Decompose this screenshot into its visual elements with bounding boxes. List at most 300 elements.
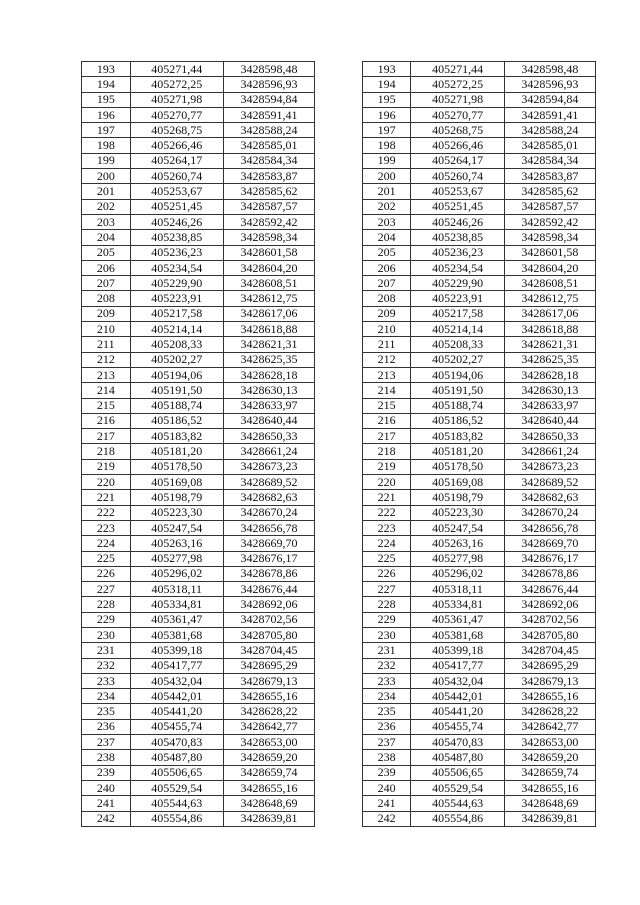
- right-point-number-cell: 212: [362, 352, 411, 367]
- left-x-coordinate-cell: 405296,02: [130, 566, 223, 581]
- column-gap-cell: [315, 291, 363, 306]
- right-point-number-cell: 208: [362, 291, 411, 306]
- right-y-coordinate-cell: 3428659,74: [504, 765, 595, 780]
- right-y-coordinate-cell: 3428588,24: [504, 123, 595, 138]
- table-row: [82, 612, 596, 627]
- left-x-coordinate-cell: 405266,46: [130, 138, 223, 153]
- left-point-number-cell: 221: [82, 490, 131, 505]
- left-x-coordinate-cell: 405188,74: [130, 398, 223, 413]
- left-x-coordinate-cell: 405334,81: [130, 597, 223, 612]
- left-y-coordinate-cell: 3428678,86: [223, 566, 314, 581]
- right-x-coordinate-cell: 405263,16: [411, 536, 504, 551]
- right-y-coordinate-cell: 3428585,62: [504, 184, 595, 199]
- left-x-coordinate-cell: 405260,74: [130, 169, 223, 184]
- left-point-number-cell: 219: [82, 459, 131, 474]
- left-point-number-cell: 205: [82, 245, 131, 260]
- table-row: [82, 689, 596, 704]
- left-x-coordinate-cell: 405194,06: [130, 367, 223, 382]
- right-point-number-cell: 206: [362, 260, 411, 275]
- right-x-coordinate-cell: 405223,30: [411, 505, 504, 520]
- right-y-coordinate-cell: 3428704,45: [504, 643, 595, 658]
- right-y-coordinate-cell: 3428692,06: [504, 597, 595, 612]
- left-x-coordinate-cell: 405234,54: [130, 260, 223, 275]
- left-x-coordinate-cell: 405271,98: [130, 92, 223, 107]
- column-gap-cell: [315, 719, 363, 734]
- column-gap-cell: [315, 689, 363, 704]
- right-point-number-cell: 230: [362, 627, 411, 642]
- right-y-coordinate-cell: 3428630,13: [504, 383, 595, 398]
- left-y-coordinate-cell: 3428628,18: [223, 367, 314, 382]
- right-x-coordinate-cell: 405271,98: [411, 92, 504, 107]
- left-x-coordinate-cell: 405251,45: [130, 199, 223, 214]
- coordinates-table: [81, 61, 596, 827]
- right-point-number-cell: 211: [362, 337, 411, 352]
- column-gap-cell: [315, 658, 363, 673]
- column-gap-cell: [315, 811, 363, 826]
- right-x-coordinate-cell: 405246,26: [411, 214, 504, 229]
- right-point-number-cell: 205: [362, 245, 411, 260]
- left-point-number-cell: 198: [82, 138, 131, 153]
- table-row: [82, 337, 596, 352]
- right-x-coordinate-cell: 405441,20: [411, 704, 504, 719]
- left-y-coordinate-cell: 3428705,80: [223, 627, 314, 642]
- left-y-coordinate-cell: 3428695,29: [223, 658, 314, 673]
- right-x-coordinate-cell: 405253,67: [411, 184, 504, 199]
- right-x-coordinate-cell: 405296,02: [411, 566, 504, 581]
- left-point-number-cell: 218: [82, 444, 131, 459]
- right-x-coordinate-cell: 405194,06: [411, 367, 504, 382]
- left-y-coordinate-cell: 3428612,75: [223, 291, 314, 306]
- column-gap-cell: [315, 765, 363, 780]
- left-point-number-cell: 208: [82, 291, 131, 306]
- table-row: [82, 704, 596, 719]
- right-y-coordinate-cell: 3428598,48: [504, 62, 595, 77]
- right-point-number-cell: 218: [362, 444, 411, 459]
- column-gap-cell: [315, 536, 363, 551]
- column-gap-cell: [315, 780, 363, 795]
- right-x-coordinate-cell: 405238,85: [411, 230, 504, 245]
- left-y-coordinate-cell: 3428692,06: [223, 597, 314, 612]
- left-point-number-cell: 209: [82, 306, 131, 321]
- right-y-coordinate-cell: 3428655,16: [504, 780, 595, 795]
- left-y-coordinate-cell: 3428679,13: [223, 673, 314, 688]
- right-y-coordinate-cell: 3428596,93: [504, 77, 595, 92]
- left-point-number-cell: 234: [82, 689, 131, 704]
- right-point-number-cell: 217: [362, 429, 411, 444]
- left-point-number-cell: 212: [82, 352, 131, 367]
- right-y-coordinate-cell: 3428584,34: [504, 153, 595, 168]
- column-gap-cell: [315, 627, 363, 642]
- left-point-number-cell: 217: [82, 429, 131, 444]
- table-row: [82, 582, 596, 597]
- table-row: [82, 719, 596, 734]
- column-gap-cell: [315, 260, 363, 275]
- left-point-number-cell: 241: [82, 796, 131, 811]
- right-point-number-cell: 226: [362, 566, 411, 581]
- table-row: [82, 291, 596, 306]
- left-y-coordinate-cell: 3428676,17: [223, 551, 314, 566]
- left-point-number-cell: 231: [82, 643, 131, 658]
- right-point-number-cell: 198: [362, 138, 411, 153]
- right-y-coordinate-cell: 3428656,78: [504, 520, 595, 535]
- right-x-coordinate-cell: 405202,27: [411, 352, 504, 367]
- left-x-coordinate-cell: 405191,50: [130, 383, 223, 398]
- left-y-coordinate-cell: 3428583,87: [223, 169, 314, 184]
- left-point-number-cell: 233: [82, 673, 131, 688]
- left-y-coordinate-cell: 3428596,93: [223, 77, 314, 92]
- table-row: [82, 811, 596, 826]
- column-gap-cell: [315, 352, 363, 367]
- right-point-number-cell: 240: [362, 780, 411, 795]
- right-y-coordinate-cell: 3428676,44: [504, 582, 595, 597]
- table-row: [82, 780, 596, 795]
- right-y-coordinate-cell: 3428676,17: [504, 551, 595, 566]
- table-row: [82, 306, 596, 321]
- left-y-coordinate-cell: 3428585,62: [223, 184, 314, 199]
- left-y-coordinate-cell: 3428659,74: [223, 765, 314, 780]
- left-x-coordinate-cell: 405263,16: [130, 536, 223, 551]
- left-x-coordinate-cell: 405506,65: [130, 765, 223, 780]
- left-y-coordinate-cell: 3428639,81: [223, 811, 314, 826]
- left-point-number-cell: 196: [82, 107, 131, 122]
- column-gap-cell: [315, 306, 363, 321]
- right-x-coordinate-cell: 405544,63: [411, 796, 504, 811]
- right-x-coordinate-cell: 405318,11: [411, 582, 504, 597]
- column-gap-cell: [315, 643, 363, 658]
- table-row: [82, 735, 596, 750]
- left-point-number-cell: 227: [82, 582, 131, 597]
- left-point-number-cell: 199: [82, 153, 131, 168]
- left-point-number-cell: 229: [82, 612, 131, 627]
- table-row: [82, 138, 596, 153]
- right-y-coordinate-cell: 3428659,20: [504, 750, 595, 765]
- left-point-number-cell: 225: [82, 551, 131, 566]
- left-point-number-cell: 202: [82, 199, 131, 214]
- left-x-coordinate-cell: 405178,50: [130, 459, 223, 474]
- table-row: [82, 123, 596, 138]
- right-point-number-cell: 242: [362, 811, 411, 826]
- left-x-coordinate-cell: 405432,04: [130, 673, 223, 688]
- right-x-coordinate-cell: 405191,50: [411, 383, 504, 398]
- right-point-number-cell: 224: [362, 536, 411, 551]
- right-point-number-cell: 196: [362, 107, 411, 122]
- right-point-number-cell: 231: [362, 643, 411, 658]
- left-y-coordinate-cell: 3428689,52: [223, 475, 314, 490]
- right-y-coordinate-cell: 3428670,24: [504, 505, 595, 520]
- right-x-coordinate-cell: 405236,23: [411, 245, 504, 260]
- left-y-coordinate-cell: 3428617,06: [223, 306, 314, 321]
- column-gap-cell: [315, 444, 363, 459]
- right-y-coordinate-cell: 3428639,81: [504, 811, 595, 826]
- right-x-coordinate-cell: 405229,90: [411, 276, 504, 291]
- right-point-number-cell: 221: [362, 490, 411, 505]
- left-point-number-cell: 215: [82, 398, 131, 413]
- left-point-number-cell: 195: [82, 92, 131, 107]
- left-point-number-cell: 228: [82, 597, 131, 612]
- right-x-coordinate-cell: 405260,74: [411, 169, 504, 184]
- left-point-number-cell: 220: [82, 475, 131, 490]
- left-y-coordinate-cell: 3428669,70: [223, 536, 314, 551]
- right-x-coordinate-cell: 405247,54: [411, 520, 504, 535]
- column-gap-cell: [315, 566, 363, 581]
- table-row: [82, 169, 596, 184]
- left-point-number-cell: 193: [82, 62, 131, 77]
- table-row: [82, 673, 596, 688]
- left-point-number-cell: 214: [82, 383, 131, 398]
- right-x-coordinate-cell: 405334,81: [411, 597, 504, 612]
- right-y-coordinate-cell: 3428653,00: [504, 735, 595, 750]
- column-gap-cell: [315, 77, 363, 92]
- left-x-coordinate-cell: 405238,85: [130, 230, 223, 245]
- left-x-coordinate-cell: 405198,79: [130, 490, 223, 505]
- right-y-coordinate-cell: 3428594,84: [504, 92, 595, 107]
- right-x-coordinate-cell: 405264,17: [411, 153, 504, 168]
- column-gap-cell: [315, 735, 363, 750]
- right-y-coordinate-cell: 3428628,22: [504, 704, 595, 719]
- right-point-number-cell: 195: [362, 92, 411, 107]
- right-x-coordinate-cell: 405183,82: [411, 429, 504, 444]
- left-point-number-cell: 242: [82, 811, 131, 826]
- right-x-coordinate-cell: 405251,45: [411, 199, 504, 214]
- table-row: [82, 520, 596, 535]
- table-row: [82, 352, 596, 367]
- left-y-coordinate-cell: 3428704,45: [223, 643, 314, 658]
- left-x-coordinate-cell: 405253,67: [130, 184, 223, 199]
- right-x-coordinate-cell: 405198,79: [411, 490, 504, 505]
- left-x-coordinate-cell: 405247,54: [130, 520, 223, 535]
- right-point-number-cell: 202: [362, 199, 411, 214]
- right-x-coordinate-cell: 405268,75: [411, 123, 504, 138]
- right-point-number-cell: 199: [362, 153, 411, 168]
- left-y-coordinate-cell: 3428702,56: [223, 612, 314, 627]
- table-row: [82, 459, 596, 474]
- left-y-coordinate-cell: 3428601,58: [223, 245, 314, 260]
- left-y-coordinate-cell: 3428670,24: [223, 505, 314, 520]
- table-row: [82, 322, 596, 337]
- left-x-coordinate-cell: 405529,54: [130, 780, 223, 795]
- left-y-coordinate-cell: 3428625,35: [223, 352, 314, 367]
- column-gap-cell: [315, 429, 363, 444]
- column-gap-cell: [315, 750, 363, 765]
- left-x-coordinate-cell: 405268,75: [130, 123, 223, 138]
- column-gap-cell: [315, 582, 363, 597]
- left-y-coordinate-cell: 3428592,42: [223, 214, 314, 229]
- right-point-number-cell: 223: [362, 520, 411, 535]
- left-point-number-cell: 238: [82, 750, 131, 765]
- column-gap-cell: [315, 475, 363, 490]
- right-x-coordinate-cell: 405270,77: [411, 107, 504, 122]
- left-point-number-cell: 239: [82, 765, 131, 780]
- left-x-coordinate-cell: 405270,77: [130, 107, 223, 122]
- table-row: [82, 245, 596, 260]
- column-gap-cell: [315, 107, 363, 122]
- right-y-coordinate-cell: 3428642,77: [504, 719, 595, 734]
- right-point-number-cell: 236: [362, 719, 411, 734]
- right-y-coordinate-cell: 3428598,34: [504, 230, 595, 245]
- right-x-coordinate-cell: 405417,77: [411, 658, 504, 673]
- left-y-coordinate-cell: 3428661,24: [223, 444, 314, 459]
- left-point-number-cell: 201: [82, 184, 131, 199]
- right-x-coordinate-cell: 405188,74: [411, 398, 504, 413]
- right-point-number-cell: 200: [362, 169, 411, 184]
- left-point-number-cell: 207: [82, 276, 131, 291]
- column-gap-cell: [315, 62, 363, 77]
- right-y-coordinate-cell: 3428621,31: [504, 337, 595, 352]
- right-y-coordinate-cell: 3428628,18: [504, 367, 595, 382]
- column-gap-cell: [315, 214, 363, 229]
- right-x-coordinate-cell: 405208,33: [411, 337, 504, 352]
- right-x-coordinate-cell: 405266,46: [411, 138, 504, 153]
- right-point-number-cell: 216: [362, 413, 411, 428]
- left-point-number-cell: 197: [82, 123, 131, 138]
- right-x-coordinate-cell: 405217,58: [411, 306, 504, 321]
- table-row: [82, 750, 596, 765]
- left-x-coordinate-cell: 405272,25: [130, 77, 223, 92]
- right-point-number-cell: 219: [362, 459, 411, 474]
- right-x-coordinate-cell: 405487,80: [411, 750, 504, 765]
- right-x-coordinate-cell: 405361,47: [411, 612, 504, 627]
- column-gap-cell: [315, 276, 363, 291]
- right-y-coordinate-cell: 3428682,63: [504, 490, 595, 505]
- right-y-coordinate-cell: 3428592,42: [504, 214, 595, 229]
- table-row: [82, 505, 596, 520]
- left-x-coordinate-cell: 405442,01: [130, 689, 223, 704]
- left-x-coordinate-cell: 405183,82: [130, 429, 223, 444]
- left-y-coordinate-cell: 3428656,78: [223, 520, 314, 535]
- left-x-coordinate-cell: 405202,27: [130, 352, 223, 367]
- right-x-coordinate-cell: 405470,83: [411, 735, 504, 750]
- left-x-coordinate-cell: 405318,11: [130, 582, 223, 597]
- left-x-coordinate-cell: 405246,26: [130, 214, 223, 229]
- right-point-number-cell: 229: [362, 612, 411, 627]
- left-y-coordinate-cell: 3428673,23: [223, 459, 314, 474]
- right-y-coordinate-cell: 3428689,52: [504, 475, 595, 490]
- right-point-number-cell: 233: [362, 673, 411, 688]
- left-point-number-cell: 204: [82, 230, 131, 245]
- left-x-coordinate-cell: 405277,98: [130, 551, 223, 566]
- right-point-number-cell: 204: [362, 230, 411, 245]
- left-point-number-cell: 216: [82, 413, 131, 428]
- right-x-coordinate-cell: 405178,50: [411, 459, 504, 474]
- column-gap-cell: [315, 459, 363, 474]
- left-x-coordinate-cell: 405441,20: [130, 704, 223, 719]
- right-point-number-cell: 220: [362, 475, 411, 490]
- right-x-coordinate-cell: 405272,25: [411, 77, 504, 92]
- column-gap-cell: [315, 551, 363, 566]
- left-y-coordinate-cell: 3428655,16: [223, 689, 314, 704]
- column-gap-cell: [315, 169, 363, 184]
- left-point-number-cell: 210: [82, 322, 131, 337]
- right-x-coordinate-cell: 405277,98: [411, 551, 504, 566]
- right-point-number-cell: 193: [362, 62, 411, 77]
- right-y-coordinate-cell: 3428678,86: [504, 566, 595, 581]
- left-x-coordinate-cell: 405554,86: [130, 811, 223, 826]
- left-y-coordinate-cell: 3428640,44: [223, 413, 314, 428]
- left-y-coordinate-cell: 3428642,77: [223, 719, 314, 734]
- table-row: [82, 184, 596, 199]
- left-point-number-cell: 232: [82, 658, 131, 673]
- right-x-coordinate-cell: 405223,91: [411, 291, 504, 306]
- right-x-coordinate-cell: 405506,65: [411, 765, 504, 780]
- left-x-coordinate-cell: 405208,33: [130, 337, 223, 352]
- right-y-coordinate-cell: 3428695,29: [504, 658, 595, 673]
- left-y-coordinate-cell: 3428604,20: [223, 260, 314, 275]
- left-y-coordinate-cell: 3428676,44: [223, 582, 314, 597]
- right-y-coordinate-cell: 3428648,69: [504, 796, 595, 811]
- left-y-coordinate-cell: 3428653,00: [223, 735, 314, 750]
- right-point-number-cell: 222: [362, 505, 411, 520]
- right-point-number-cell: 239: [362, 765, 411, 780]
- column-gap-cell: [315, 245, 363, 260]
- left-point-number-cell: 203: [82, 214, 131, 229]
- right-y-coordinate-cell: 3428618,88: [504, 322, 595, 337]
- table-row: [82, 383, 596, 398]
- right-point-number-cell: 197: [362, 123, 411, 138]
- left-y-coordinate-cell: 3428633,97: [223, 398, 314, 413]
- left-x-coordinate-cell: 405229,90: [130, 276, 223, 291]
- left-y-coordinate-cell: 3428585,01: [223, 138, 314, 153]
- column-gap-cell: [315, 322, 363, 337]
- column-gap-cell: [315, 704, 363, 719]
- left-x-coordinate-cell: 405181,20: [130, 444, 223, 459]
- table-row: [82, 627, 596, 642]
- right-y-coordinate-cell: 3428625,35: [504, 352, 595, 367]
- left-point-number-cell: 223: [82, 520, 131, 535]
- left-y-coordinate-cell: 3428682,63: [223, 490, 314, 505]
- table-row: [82, 398, 596, 413]
- left-y-coordinate-cell: 3428655,16: [223, 780, 314, 795]
- column-gap-cell: [315, 520, 363, 535]
- right-point-number-cell: 227: [362, 582, 411, 597]
- column-gap-cell: [315, 413, 363, 428]
- left-x-coordinate-cell: 405361,47: [130, 612, 223, 627]
- left-x-coordinate-cell: 405417,77: [130, 658, 223, 673]
- left-x-coordinate-cell: 405381,68: [130, 627, 223, 642]
- left-y-coordinate-cell: 3428659,20: [223, 750, 314, 765]
- left-point-number-cell: 213: [82, 367, 131, 382]
- right-point-number-cell: 213: [362, 367, 411, 382]
- right-point-number-cell: 207: [362, 276, 411, 291]
- left-x-coordinate-cell: 405214,14: [130, 322, 223, 337]
- table-row: [82, 153, 596, 168]
- right-point-number-cell: 194: [362, 77, 411, 92]
- left-y-coordinate-cell: 3428587,57: [223, 199, 314, 214]
- right-x-coordinate-cell: 405399,18: [411, 643, 504, 658]
- right-y-coordinate-cell: 3428587,57: [504, 199, 595, 214]
- right-point-number-cell: 232: [362, 658, 411, 673]
- right-y-coordinate-cell: 3428679,13: [504, 673, 595, 688]
- table-row: [82, 551, 596, 566]
- right-point-number-cell: 225: [362, 551, 411, 566]
- right-point-number-cell: 238: [362, 750, 411, 765]
- left-x-coordinate-cell: 405487,80: [130, 750, 223, 765]
- right-y-coordinate-cell: 3428669,70: [504, 536, 595, 551]
- right-x-coordinate-cell: 405432,04: [411, 673, 504, 688]
- right-point-number-cell: 210: [362, 322, 411, 337]
- table-row: [82, 230, 596, 245]
- left-point-number-cell: 240: [82, 780, 131, 795]
- table-row: [82, 536, 596, 551]
- right-point-number-cell: 201: [362, 184, 411, 199]
- table-row: [82, 77, 596, 92]
- column-gap-cell: [315, 490, 363, 505]
- left-y-coordinate-cell: 3428608,51: [223, 276, 314, 291]
- right-point-number-cell: 235: [362, 704, 411, 719]
- left-y-coordinate-cell: 3428588,24: [223, 123, 314, 138]
- left-x-coordinate-cell: 405455,74: [130, 719, 223, 734]
- right-y-coordinate-cell: 3428604,20: [504, 260, 595, 275]
- left-point-number-cell: 206: [82, 260, 131, 275]
